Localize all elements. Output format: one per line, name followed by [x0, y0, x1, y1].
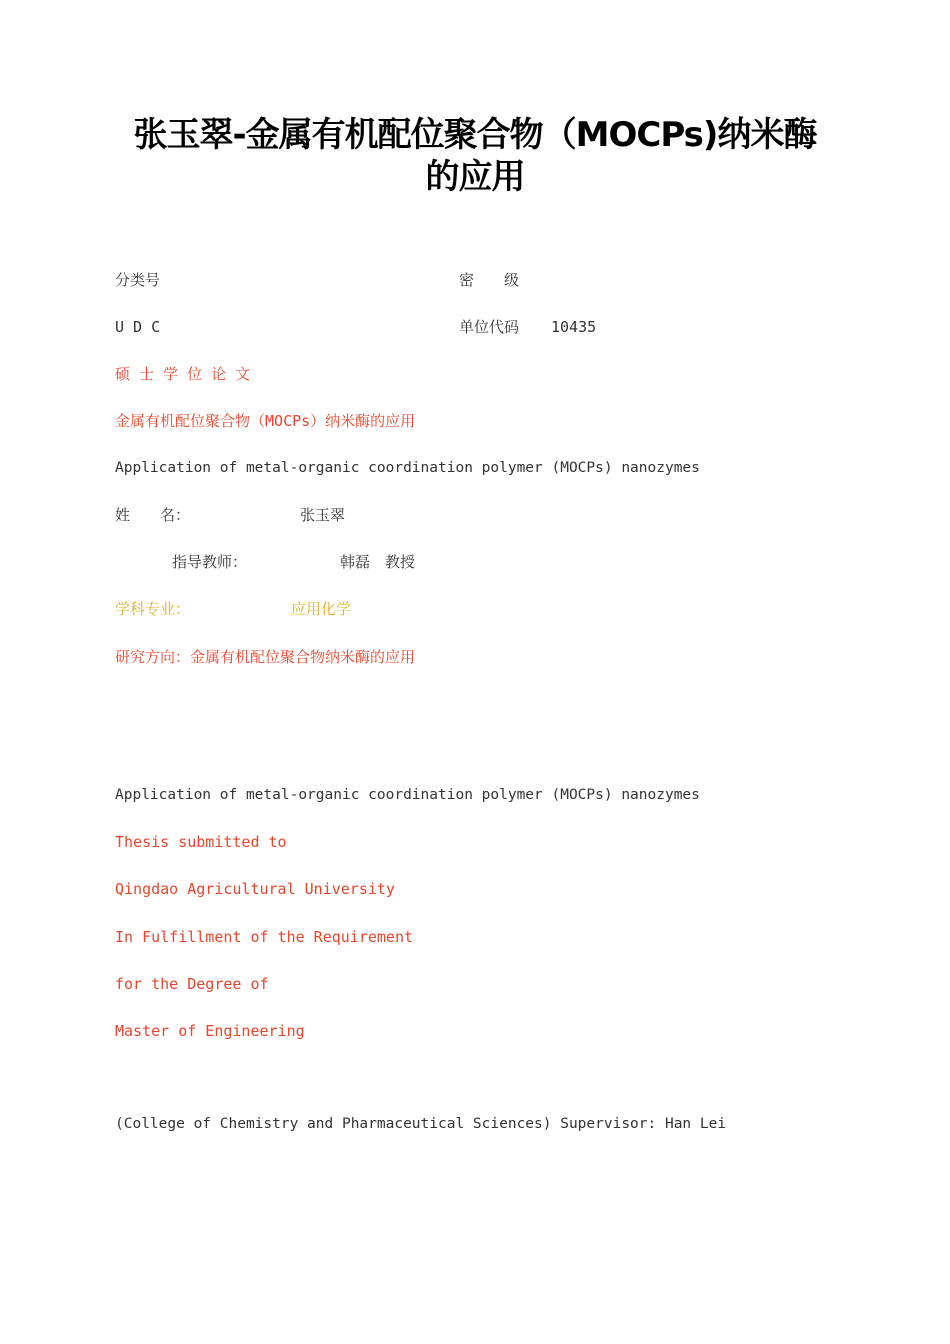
classification-label: 分类号 [115, 271, 161, 289]
unit-code-value: 10435 [551, 318, 597, 336]
name-label: 姓 名： [115, 506, 191, 524]
chinese-title: 金属有机配位聚合物（MOCPs）纳米酶的应用 [115, 412, 416, 430]
fulfillment: In Fulfillment of the Requirement [115, 928, 414, 946]
college-supervisor: (College of Chemistry and Pharmaceutical Sciences) Supervisor: Han Lei [115, 1116, 727, 1132]
major-label: 学科专业： [115, 600, 191, 618]
degree-type: 硕 士 学 位 论 文 [115, 365, 251, 383]
research-direction: 研究方向：金属有机配位聚合物纳米酶的应用 [115, 648, 416, 666]
major-value: 应用化学 [291, 600, 352, 618]
english-title: Application of metal-organic coordination polymer (MOCPs) nanozymes [115, 460, 700, 476]
unit-code-label: 单位代码 [459, 318, 520, 336]
degree-of: for the Degree of [115, 975, 269, 993]
document-title [0, 114, 950, 198]
english-title-2: Application of metal-organic coordination polymer (MOCPs) nanozymes [115, 787, 700, 803]
title-line-1: 张玉翠-金属有机配位聚合物（MOCPs)纳米酶 [133, 115, 817, 155]
thesis-submitted: Thesis submitted to [115, 833, 287, 851]
degree: Master of Engineering [115, 1022, 305, 1040]
udc-label: U D C [115, 318, 161, 336]
name-value: 张玉翠 [300, 506, 346, 524]
advisor-label: 指导教师： [172, 553, 248, 571]
secrecy-label: 密 级 [459, 271, 520, 289]
advisor-value: 韩磊 教授 [340, 553, 416, 571]
title-line-2: 的应用 [425, 157, 525, 197]
university: Qingdao Agricultural University [115, 880, 395, 898]
